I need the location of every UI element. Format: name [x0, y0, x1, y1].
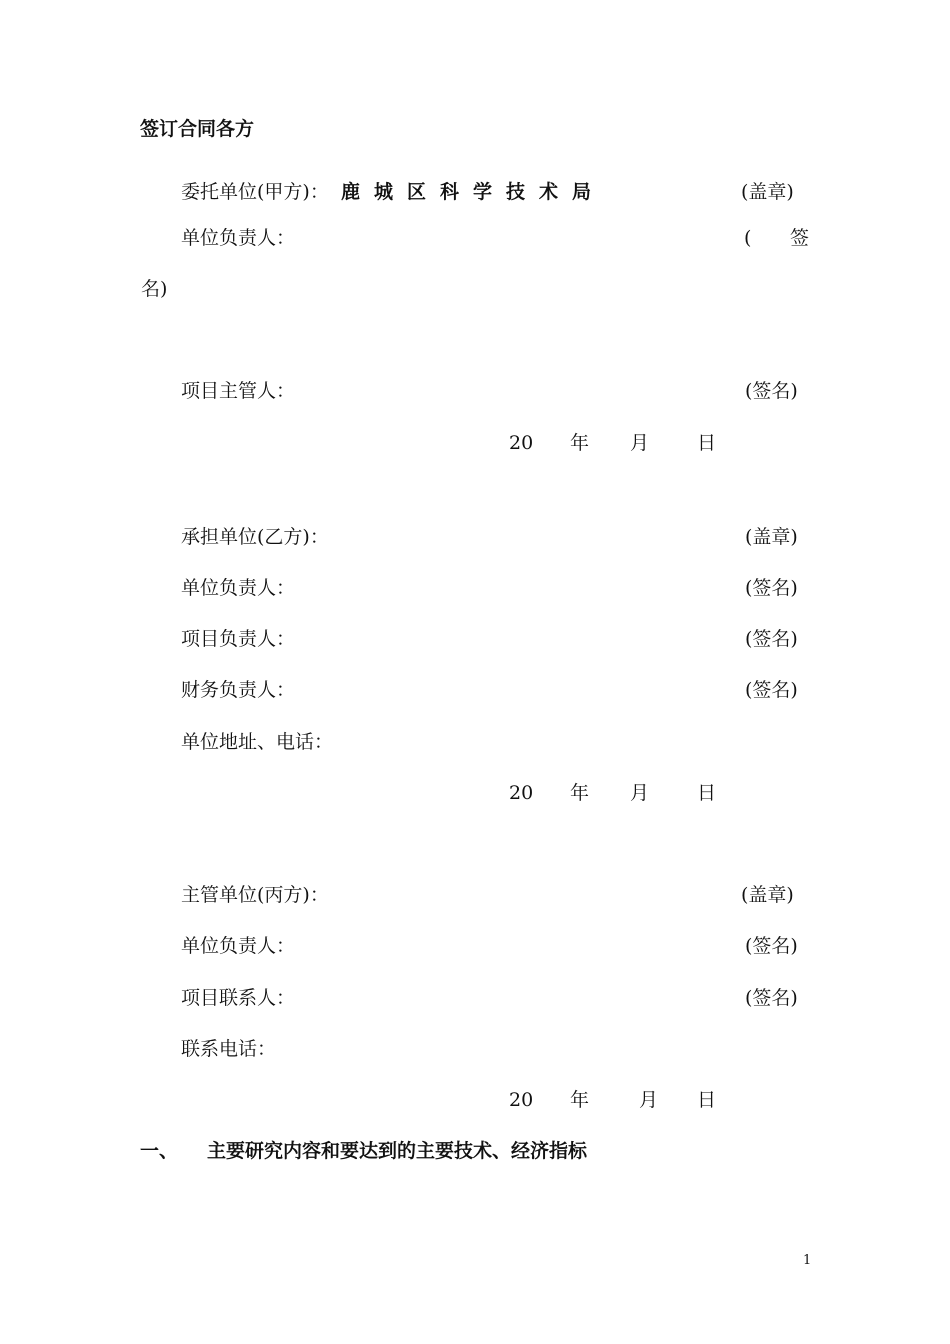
- party-b-label: 承担单位(乙方)：: [181, 526, 329, 548]
- party-c-head-label: 单位负责人：: [181, 935, 296, 957]
- date-year-prefix: 20: [509, 782, 534, 804]
- party-a-sign-wrap: 名): [141, 278, 168, 300]
- party-c-seal: (盖章): [741, 884, 794, 906]
- party-a-name: 鹿城区科学技术局: [341, 181, 606, 203]
- party-c-head-sign: (签名): [745, 935, 798, 957]
- party-c-contact-label: 项目联系人：: [181, 987, 296, 1009]
- party-b-head-label: 单位负责人：: [181, 577, 296, 599]
- date-year: 年: [570, 432, 590, 454]
- date-year-prefix: 20: [509, 1089, 534, 1111]
- date-day: 日: [697, 432, 717, 454]
- date-month: 月: [630, 432, 650, 454]
- date-month: 月: [639, 1089, 659, 1111]
- party-a-sign-open: (: [744, 227, 752, 249]
- party-a-seal: (盖章): [741, 181, 794, 203]
- page-number: 1: [803, 1253, 812, 1268]
- heading-text: 主要研究内容和要达到的主要技术、经济指标: [207, 1140, 588, 1162]
- date-year: 年: [570, 1089, 590, 1111]
- date-year-prefix: 20: [509, 432, 534, 454]
- party-b-finance-sign: (签名): [745, 679, 798, 701]
- party-b-address-label: 单位地址、电话：: [181, 731, 334, 753]
- party-b-project-head-label: 项目负责人：: [181, 628, 296, 650]
- heading-number: 一、: [140, 1140, 179, 1162]
- date-year: 年: [570, 782, 590, 804]
- section-title: 签订合同各方: [140, 118, 255, 140]
- party-a-label: 委托单位(甲方)：: [181, 181, 329, 203]
- party-b-project-head-sign: (签名): [745, 628, 798, 650]
- date-day: 日: [697, 782, 717, 804]
- party-b-head-sign: (签名): [745, 577, 798, 599]
- party-c-label: 主管单位(丙方)：: [181, 884, 329, 906]
- party-a-manager-sign: (签名): [745, 380, 798, 402]
- date-month: 月: [630, 782, 650, 804]
- party-c-phone-label: 联系电话：: [181, 1038, 277, 1060]
- party-a-head-label: 单位负责人：: [181, 227, 296, 249]
- party-b-finance-label: 财务负责人：: [181, 679, 296, 701]
- date-day: 日: [697, 1089, 717, 1111]
- party-c-contact-sign: (签名): [745, 987, 798, 1009]
- party-a-manager-label: 项目主管人：: [181, 380, 296, 402]
- party-a-sign-char: 签: [790, 227, 810, 249]
- party-b-seal: (盖章): [745, 526, 798, 548]
